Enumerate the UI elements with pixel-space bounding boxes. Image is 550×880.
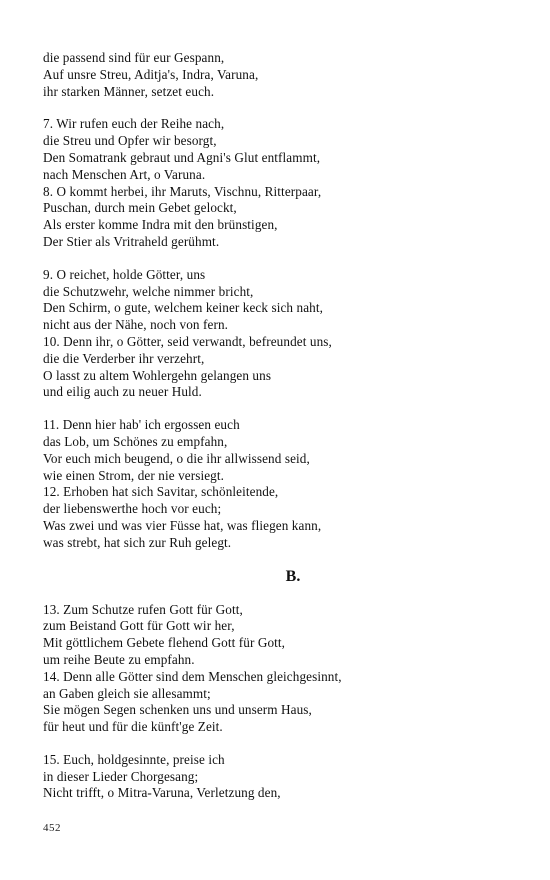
page-number: 452 [43,822,61,834]
verse-line: 7. Wir rufen euch der Reihe nach, [43,116,225,132]
stanza [43,602,513,736]
stanza [43,752,513,802]
verse-line: nicht aus der Nähe, noch von fern. [43,317,229,333]
verse-line: 8. O kommt herbei, ihr Maruts, Vischnu, Ritterpaar, [43,183,322,199]
verse-line: 12. Erhoben hat sich Savitar, schönleitende, [43,484,279,500]
verse-line: das Lob, um Schönes zu empfahn, [43,433,228,449]
verse-line: 11. Denn hier hab' ich ergossen euch [43,417,240,433]
verse-line: Mit göttlichem Gebete flehend Gott für Gott, [43,635,286,651]
verse-line: 10. Denn ihr, o Götter, seid verwandt, befreundet uns, [43,333,332,349]
verse-line: ihr starken Männer, setzet euch. [43,83,215,99]
verse-line: 15. Euch, holdgesinnte, preise ich [43,751,225,767]
verse-line: an Gaben gleich sie allesammt; [43,685,211,701]
verse-line: die passend sind für eur Gespann, [43,50,225,65]
verse-line: Der Stier als Vritraheld gerühmt. [43,233,220,249]
verse-line: für heut und für die künft'ge Zeit. [43,719,223,735]
verse-line: der liebenswerthe hoch vor euch; [43,501,222,517]
verse-line: Sie mögen Segen schenken uns und unserm Haus, [43,702,312,718]
stanza [43,417,513,551]
verse-line: und eilig auch zu neuer Huld. [43,384,202,400]
verse-line: zum Beistand Gott für Gott wir her, [43,618,235,634]
verse-line: die Schutzwehr, welche nimmer bricht, [43,283,254,299]
verse-line: Nicht trifft, o Mitra-Varuna, Verletzung den, [43,785,281,801]
verse-line: O lasst zu altem Wohlergehn gelangen uns [43,367,272,383]
verse-line: was strebt, hat sich zur Ruh gelegt. [43,534,232,550]
verse-line: nach Menschen Art, o Varuna. [43,166,206,182]
verse-line: Den Somatrank gebraut und Agni's Glut entflammt, [43,149,321,165]
verse-line: Was zwei und was vier Füsse hat, was fliegen kann, [43,517,322,533]
verse-line: 9. O reichet, holde Götter, uns [43,266,206,282]
verse-line: Als erster komme Indra mit den brünstigen, [43,217,278,233]
verse-line: 14. Denn alle Götter sind dem Menschen gleichgesinnt, [43,668,342,684]
verse-line: um reihe Beute zu empfahn. [43,651,195,667]
verse-line: Vor euch mich beugend, o die ihr allwissend seid, [43,450,310,466]
verse-line: in dieser Lieder Chorgesang; [43,768,199,784]
verse-line: wie einen Strom, der nie versiegt. [43,467,225,483]
verse-line: Den Schirm, o gute, welchem keiner keck sich naht, [43,300,324,316]
verse-line: die Streu und Opfer wir besorgt, [43,133,217,149]
stanza [43,267,513,401]
section-heading: B. [285,567,301,585]
stanza [43,116,513,250]
poem-text [43,50,513,818]
stanza [43,50,513,100]
verse-line: Auf unsre Streu, Aditja's, Indra, Varuna, [43,66,259,82]
verse-line: die die Verderber ihr verzehrt, [43,350,205,366]
verse-line: Puschan, durch mein Gebet gelockt, [43,200,237,216]
verse-line: 13. Zum Schutze rufen Gott für Gott, [43,601,243,617]
